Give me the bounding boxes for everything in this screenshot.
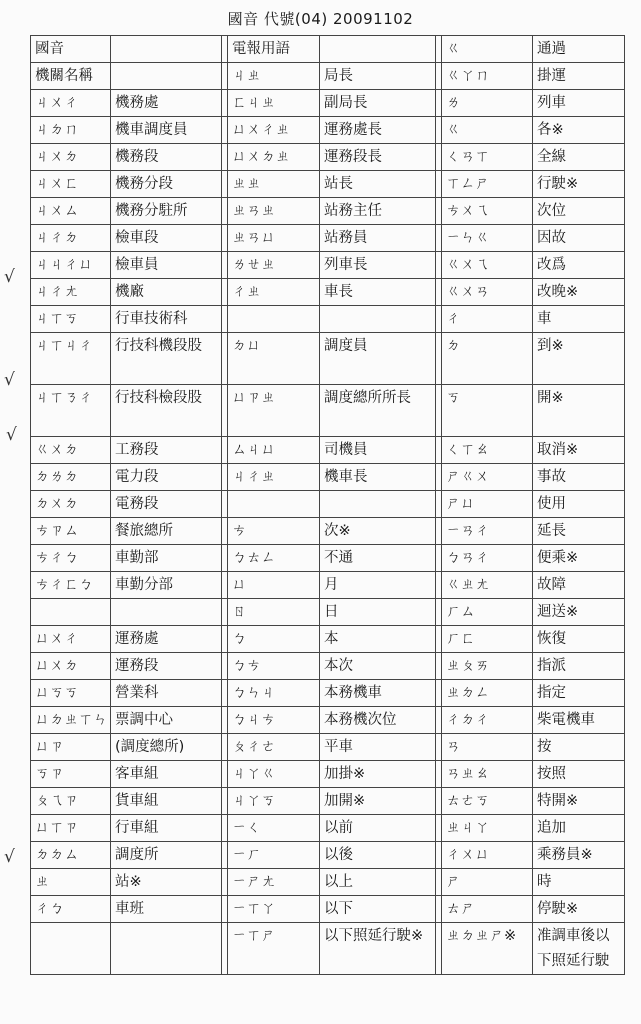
code-cell: ㄎㄗ [31, 761, 111, 788]
page-title: 國音 代號(04) 20091102 [227, 10, 414, 28]
code-cell: ㄎ [442, 385, 533, 437]
code-cell: ㄊㄜㄎ [442, 788, 533, 815]
code-cell: ㄖ [228, 599, 320, 626]
table-row [31, 252, 625, 279]
term-cell: 貨車組 [111, 788, 222, 815]
term-cell: 檢車段 [111, 225, 222, 252]
code-cell: ㄕㄩ [442, 491, 533, 518]
term-cell: (調度總所) [111, 734, 222, 761]
code-cell: ㄉ [442, 333, 533, 385]
term-cell: 改爲 [533, 252, 625, 279]
table-row [31, 306, 625, 333]
table-row [31, 923, 625, 975]
term-cell: 以下照延行駛※ [320, 923, 436, 975]
code-cell: ㄉㄌㄉ [31, 464, 111, 491]
code-cell: ㄐㄐㄔㄩ [31, 252, 111, 279]
term-cell: 加開※ [320, 788, 436, 815]
code-cell: ㄩㄗㄓ [228, 385, 320, 437]
code-cell: ㄩㄨㄔㄓ [228, 117, 320, 144]
check-mark: √ [4, 370, 15, 390]
code-cell: ㄅㄐㄘ [228, 707, 320, 734]
term-cell: 准調車後以下照延行駛 [533, 923, 625, 975]
term-cell: 車班 [111, 896, 222, 923]
code-cell: ㄊㄕ [442, 896, 533, 923]
term-cell: 以後 [320, 842, 436, 869]
term-cell: 站務員 [320, 225, 436, 252]
header-cell: 電報用語 [228, 36, 320, 63]
term-cell: 客車組 [111, 761, 222, 788]
code-cell: ㄉㄨㄉ [31, 491, 111, 518]
term-cell: 本次 [320, 653, 436, 680]
code-cell: ㄧㄣㄍ [442, 225, 533, 252]
code-cell: ㄈㄐㄓ [228, 90, 320, 117]
term-cell: 站※ [111, 869, 222, 896]
term-cell: 電務段 [111, 491, 222, 518]
table-row [31, 788, 625, 815]
code-cell: ㄑㄒㄠ [442, 437, 533, 464]
term-cell: 司機員 [320, 437, 436, 464]
term-cell: 行駛※ [533, 171, 625, 198]
term-cell [320, 491, 436, 518]
term-cell: 月 [320, 572, 436, 599]
term-cell: 加掛※ [320, 761, 436, 788]
term-cell: 機務分駐所 [111, 198, 222, 225]
code-cell: ㄓㄉㄥ [442, 680, 533, 707]
term-cell [111, 599, 222, 626]
code-cell: ㄐㄨㄙ [31, 198, 111, 225]
code-cell: ㄧㄕㄤ [228, 869, 320, 896]
code-cell: ㄘㄔㄈㄅ [31, 572, 111, 599]
code-cell: ㄍㄨㄉ [31, 437, 111, 464]
term-cell: 平車 [320, 734, 436, 761]
term-cell [111, 63, 222, 90]
code-cell: ㄕ [442, 869, 533, 896]
term-cell: 次※ [320, 518, 436, 545]
term-cell: 特開※ [533, 788, 625, 815]
code-cell: ㄏㄈ [442, 626, 533, 653]
term-cell: 站長 [320, 171, 436, 198]
term-cell: 調度所 [111, 842, 222, 869]
term-cell: 行技科檢段股 [111, 385, 222, 437]
code-cell: ㄘㄔㄅ [31, 545, 111, 572]
term-cell: 站務主任 [320, 198, 436, 225]
check-mark: √ [4, 847, 15, 867]
term-cell: 便乘※ [533, 545, 625, 572]
table-row [31, 279, 625, 306]
table-row [31, 385, 625, 437]
code-cell: ㄔㄅ [31, 896, 111, 923]
code-cell: ㄢㄓㄠ [442, 761, 533, 788]
code-cell: ㄓㄐㄚ [442, 815, 533, 842]
code-cell: ㄩㄨㄉ [31, 653, 111, 680]
table-row [31, 599, 625, 626]
term-cell: 因故 [533, 225, 625, 252]
code-cell: ㄩㄉㄓㄒㄣ [31, 707, 111, 734]
term-cell: 迴送※ [533, 599, 625, 626]
term-cell: 列車 [533, 90, 625, 117]
table-row [31, 707, 625, 734]
term-cell: 機務處 [111, 90, 222, 117]
term-cell: 乘務員※ [533, 842, 625, 869]
term-cell: 到※ [533, 333, 625, 385]
term-cell: 車長 [320, 279, 436, 306]
code-cell: ㄐㄉㄇ [31, 117, 111, 144]
term-cell: 改晚※ [533, 279, 625, 306]
term-cell: 柴電機車 [533, 707, 625, 734]
table-row [31, 464, 625, 491]
term-cell: 停駛※ [533, 896, 625, 923]
term-cell: 電力段 [111, 464, 222, 491]
term-cell: 以下 [320, 896, 436, 923]
term-cell: 本務機次位 [320, 707, 436, 734]
term-cell: 檢車員 [111, 252, 222, 279]
code-cell: ㄧㄑ [228, 815, 320, 842]
code-cell: ㄅㄘ [228, 653, 320, 680]
term-cell: 運務段長 [320, 144, 436, 171]
code-cell: ㄔ [442, 306, 533, 333]
term-cell: 行車技術科 [111, 306, 222, 333]
code-table [30, 35, 625, 975]
code-cell: ㄒㄥㄕ [442, 171, 533, 198]
term-cell: 按 [533, 734, 625, 761]
code-cell: ㄆㄟㄗ [31, 788, 111, 815]
code-cell [31, 923, 111, 975]
term-cell: 本務機車 [320, 680, 436, 707]
table-row [31, 815, 625, 842]
term-cell: 按照 [533, 761, 625, 788]
code-cell: ㄢ [442, 734, 533, 761]
code-cell: ㄐㄨㄉ [31, 144, 111, 171]
term-cell: 運務處 [111, 626, 222, 653]
term-cell: 票調中心 [111, 707, 222, 734]
code-cell: ㄩㄒㄗ [31, 815, 111, 842]
code-cell: ㄐㄚㄍ [228, 761, 320, 788]
header-cell [111, 36, 222, 63]
code-cell: 機關名稱 [31, 63, 111, 90]
code-cell: ㄐㄔㄉ [31, 225, 111, 252]
code-cell: ㄅㄊㄥ [228, 545, 320, 572]
term-cell: 副局長 [320, 90, 436, 117]
term-cell: 次位 [533, 198, 625, 225]
table-row [31, 491, 625, 518]
term-cell: 機廠 [111, 279, 222, 306]
term-cell: 機務分段 [111, 171, 222, 198]
term-cell: 工務段 [111, 437, 222, 464]
term-cell: 延長 [533, 518, 625, 545]
term-cell: 車勤分部 [111, 572, 222, 599]
term-cell [320, 306, 436, 333]
code-cell: ㄉㄉㄙ [31, 842, 111, 869]
term-cell: 列車長 [320, 252, 436, 279]
table-row [31, 653, 625, 680]
code-cell: ㄍㄚㄇ [442, 63, 533, 90]
table-row [31, 572, 625, 599]
term-cell: 餐旅總所 [111, 518, 222, 545]
code-cell [31, 599, 111, 626]
term-cell: 使用 [533, 491, 625, 518]
term-cell: 掛運 [533, 63, 625, 90]
term-cell: 恢復 [533, 626, 625, 653]
table-row [31, 63, 625, 90]
code-cell: ㄘㄨㄟ [442, 198, 533, 225]
check-mark: √ [6, 425, 17, 445]
code-cell: ㄩㄨㄉㄓ [228, 144, 320, 171]
header-cell: 國音 [31, 36, 111, 63]
code-cell: ㄐㄒㄋㄔ [31, 385, 111, 437]
code-cell: ㄘㄗㄙ [31, 518, 111, 545]
code-cell: ㄓㄉㄓㄕ※ [442, 923, 533, 975]
code-cell: ㄐㄚㄎ [228, 788, 320, 815]
code-cell: ㄩ [228, 572, 320, 599]
code-cell: ㄐㄓ [228, 63, 320, 90]
code-cell: ㄍㄨㄟ [442, 252, 533, 279]
term-cell: 運務段 [111, 653, 222, 680]
table-row [31, 90, 625, 117]
header-cell [320, 36, 436, 63]
table-row [31, 842, 625, 869]
code-cell [228, 306, 320, 333]
term-cell: 營業科 [111, 680, 222, 707]
code-cell: ㄕㄍㄨ [442, 464, 533, 491]
table-row [31, 117, 625, 144]
table-row [31, 437, 625, 464]
code-cell: ㄏㄙ [442, 599, 533, 626]
table-row [31, 869, 625, 896]
code-cell: ㄐㄒㄐㄔ [31, 333, 111, 385]
term-cell: 開※ [533, 385, 625, 437]
code-cell: ㄐㄨㄈ [31, 171, 111, 198]
term-cell: 車 [533, 306, 625, 333]
code-cell: ㄅ [228, 626, 320, 653]
code-cell: ㄍ [442, 117, 533, 144]
table-row [31, 225, 625, 252]
term-cell: 運務處長 [320, 117, 436, 144]
table-row [31, 896, 625, 923]
term-cell: 局長 [320, 63, 436, 90]
table-row [31, 198, 625, 225]
check-mark: √ [4, 267, 15, 287]
term-cell: 日 [320, 599, 436, 626]
table-row [31, 144, 625, 171]
table-row [31, 171, 625, 198]
term-cell: 全線 [533, 144, 625, 171]
term-cell: 不通 [320, 545, 436, 572]
code-cell: ㄍㄨㄢ [442, 279, 533, 306]
code-cell: ㄧㄏ [228, 842, 320, 869]
code-cell: ㄓㄢㄓ [228, 198, 320, 225]
code-cell: ㄩㄨㄔ [31, 626, 111, 653]
table-row [31, 680, 625, 707]
term-cell: 以前 [320, 815, 436, 842]
term-cell: 追加 [533, 815, 625, 842]
header-cell: 通過 [533, 36, 625, 63]
term-cell: 行技科機段股 [111, 333, 222, 385]
term-cell: 機車長 [320, 464, 436, 491]
code-cell: ㄐㄔㄓ [228, 464, 320, 491]
code-cell: ㄙㄐㄩ [228, 437, 320, 464]
term-cell: 時 [533, 869, 625, 896]
term-cell: 指派 [533, 653, 625, 680]
header-row [31, 36, 625, 63]
table-row [31, 545, 625, 572]
term-cell: 機車調度員 [111, 117, 222, 144]
code-cell: ㄘ [228, 518, 320, 545]
header-cell: ㄍ [442, 36, 533, 63]
term-cell: 指定 [533, 680, 625, 707]
code-cell: ㄆㄔㄜ [228, 734, 320, 761]
term-cell: 車勤部 [111, 545, 222, 572]
code-cell: ㄉㄩ [228, 333, 320, 385]
table-row [31, 333, 625, 385]
code-cell: ㄐㄔㄤ [31, 279, 111, 306]
table-row [31, 518, 625, 545]
code-cell: ㄌㄝㄓ [228, 252, 320, 279]
code-cell: ㄩㄎㄎ [31, 680, 111, 707]
term-cell [111, 923, 222, 975]
term-cell: 取消※ [533, 437, 625, 464]
term-cell: 各※ [533, 117, 625, 144]
code-cell: ㄅㄢㄔ [442, 545, 533, 572]
table-row [31, 626, 625, 653]
code-cell: ㄓㄓ [228, 171, 320, 198]
term-cell: 事故 [533, 464, 625, 491]
code-cell [228, 491, 320, 518]
term-cell: 本 [320, 626, 436, 653]
code-cell: ㄅㄣㄐ [228, 680, 320, 707]
table-row [31, 734, 625, 761]
term-cell: 故障 [533, 572, 625, 599]
term-cell: 行車組 [111, 815, 222, 842]
term-cell: 機務段 [111, 144, 222, 171]
code-cell: ㄧㄒㄚ [228, 896, 320, 923]
code-cell: ㄌ [442, 90, 533, 117]
term-cell: 調度總所所長 [320, 385, 436, 437]
term-cell: 以上 [320, 869, 436, 896]
table-row [31, 761, 625, 788]
term-cell: 調度員 [320, 333, 436, 385]
code-cell: ㄐㄒㄎ [31, 306, 111, 333]
code-cell: ㄓ [31, 869, 111, 896]
code-cell: ㄍㄓㄤ [442, 572, 533, 599]
code-cell: ㄓㄢㄩ [228, 225, 320, 252]
code-cell: ㄑㄢㄒ [442, 144, 533, 171]
code-cell: ㄩㄗ [31, 734, 111, 761]
code-cell: ㄓㄆㄞ [442, 653, 533, 680]
code-cell: ㄧㄒㄕ [228, 923, 320, 975]
code-cell: ㄐㄨㄔ [31, 90, 111, 117]
code-cell: ㄧㄢㄔ [442, 518, 533, 545]
code-cell: ㄔㄓ [228, 279, 320, 306]
code-cell: ㄔㄉㄔ [442, 707, 533, 734]
code-cell: ㄔㄨㄩ [442, 842, 533, 869]
